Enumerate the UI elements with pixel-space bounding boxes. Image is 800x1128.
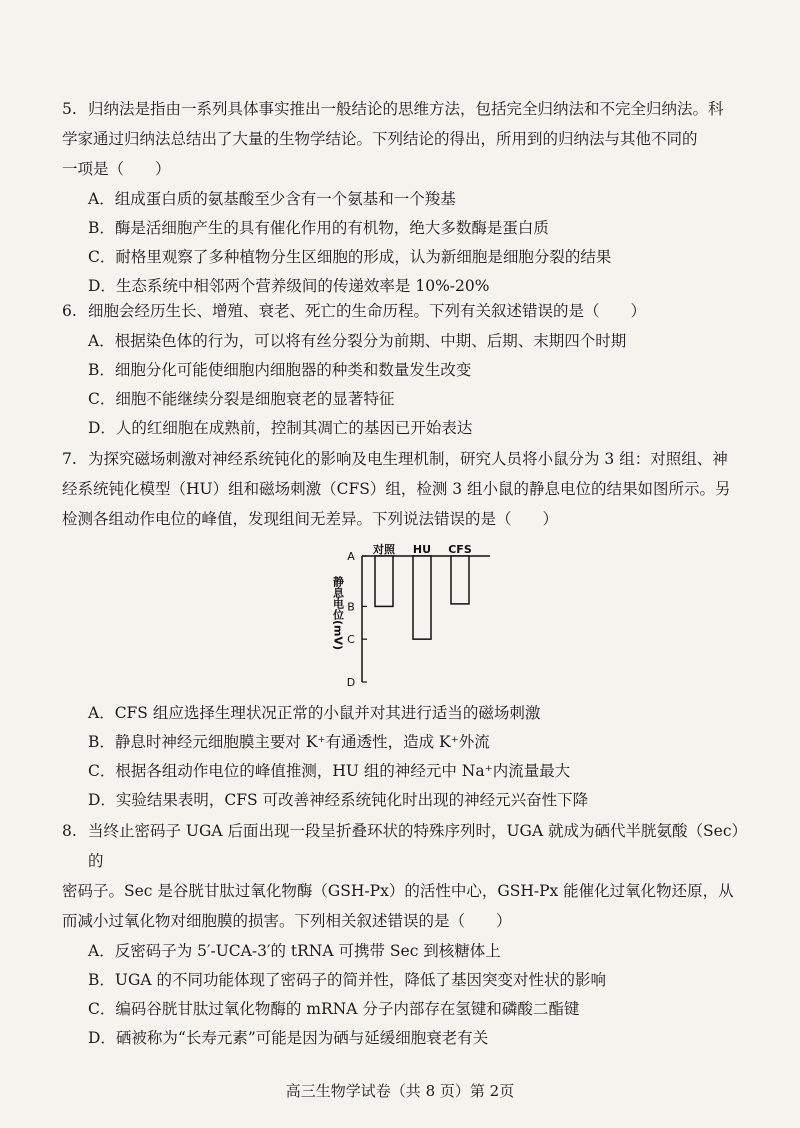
option-c: C．耐格里观察了多种植物分生区细胞的形成，认为新细胞是细胞分裂的结果: [88, 248, 612, 266]
option-c: C．编码谷胱甘肽过氧化物酶的 mRNA 分子内部存在氢键和磷酸二酯键: [88, 1000, 580, 1018]
category-label: 对照: [373, 543, 395, 556]
option-b: B．细胞分化可能使细胞内细胞器的种类和数量发生改变: [88, 361, 472, 379]
option-a: A．根据染色体的行为，可以将有丝分裂分为前期、中期、后期、末期四个时期: [88, 332, 627, 350]
option-d: D．实验结果表明，CFS 可改善神经系统钝化时出现的神经元兴奋性下降: [88, 791, 589, 809]
question-number: 8.: [62, 822, 77, 840]
question-6: [62, 296, 762, 442]
question-stem: 归纳法是指由一系列具体事实推出一般结论的思维方法，包括完全归纳法和不完全归纳法。科 学家通过归纳法总结出了大量的生物学结论。下列结论的得出，所用到的归纳法与其他不同的 一项是（ ）: [62, 100, 724, 178]
question-number: 5.: [62, 100, 77, 118]
option-b: B．静息时神经元细胞膜主要对 K⁺有通透性，造成 K⁺外流: [88, 733, 490, 751]
option-b: B．UGA 的不同功能体现了密码子的简并性，降低了基因突变对性状的影响: [88, 971, 606, 989]
bar-0: [375, 556, 393, 606]
category-label: HU: [412, 543, 432, 556]
question-stem: 当终止密码子 UGA 后面出现一段呈折叠环状的特殊序列时，UGA 就成为硒代半胱氨酸（Sec）的 密码子。Sec 是谷胱甘肽过氧化物酶（GSH-Px）的活性中心，GSH-Px 能催化过氧化物还原，从 而减小过氧化物对细胞膜的损害。下列相关叙述错误的是（ ）: [62, 822, 748, 930]
y-tick-label: C: [347, 633, 355, 647]
question-5: [62, 94, 762, 300]
question-stem: 细胞会经历生长、增殖、衰老、死亡的生命历程。下列有关叙述错误的是（ ）: [88, 302, 647, 320]
question-stem: 为探究磁场刺激对神经系统钝化的影响及电生理机制，研究人员将小鼠分为 3 组：对照组、神 经系统钝化模型（HU）组和磁场刺激（CFS）组，检测 3 组小鼠的静息电位的结果如图所示。另 检测各组动作电位的峰值，发现组间无差异。下列说法错误的是（ ）: [62, 450, 731, 528]
bar-1: [413, 556, 431, 639]
question-7: [62, 444, 762, 534]
option-a: A．组成蛋白质的氨基酸至少含有一个氨基和一个羧基: [88, 190, 456, 208]
question-number: 7.: [62, 450, 77, 468]
question-7-options: [62, 698, 762, 814]
option-d: D．硒被称为“长寿元素”可能是因为硒与延缓细胞衰老有关: [88, 1029, 489, 1047]
option-d: D．生态系统中相邻两个营养级间的传递效率是 10%-20%: [88, 277, 490, 295]
option-c: C．根据各组动作电位的峰值推测，HU 组的神经元中 Na⁺内流量最大: [88, 762, 571, 780]
y-axis-label: 静息电位(mV): [331, 576, 345, 651]
y-tick-label: D: [346, 676, 356, 689]
page-footer: 高三生物学试卷（共 8 页）第 2页: [285, 1082, 515, 1100]
option-c: C．细胞不能继续分裂是细胞衰老的显著特征: [88, 390, 395, 408]
option-b: B．酶是活细胞产生的具有催化作用的有机物，绝大多数酶是蛋白质: [88, 219, 549, 237]
question-number: 6.: [62, 302, 77, 320]
category-label: CFS: [448, 543, 472, 556]
question-8: [62, 816, 762, 1052]
resting-potential-chart: [310, 540, 510, 690]
y-tick-label: A: [347, 550, 355, 563]
option-a: A．CFS 组应选择生理状况正常的小鼠并对其进行适当的磁场刺激: [88, 704, 541, 722]
option-a: A．反密码子为 5′-UCA-3′的 tRNA 可携带 Sec 到核糖体上: [88, 942, 501, 960]
y-tick-label: B: [347, 600, 355, 614]
bar-2: [451, 556, 469, 604]
option-d: D．人的红细胞在成熟前，控制其凋亡的基因已开始表达: [88, 419, 473, 437]
